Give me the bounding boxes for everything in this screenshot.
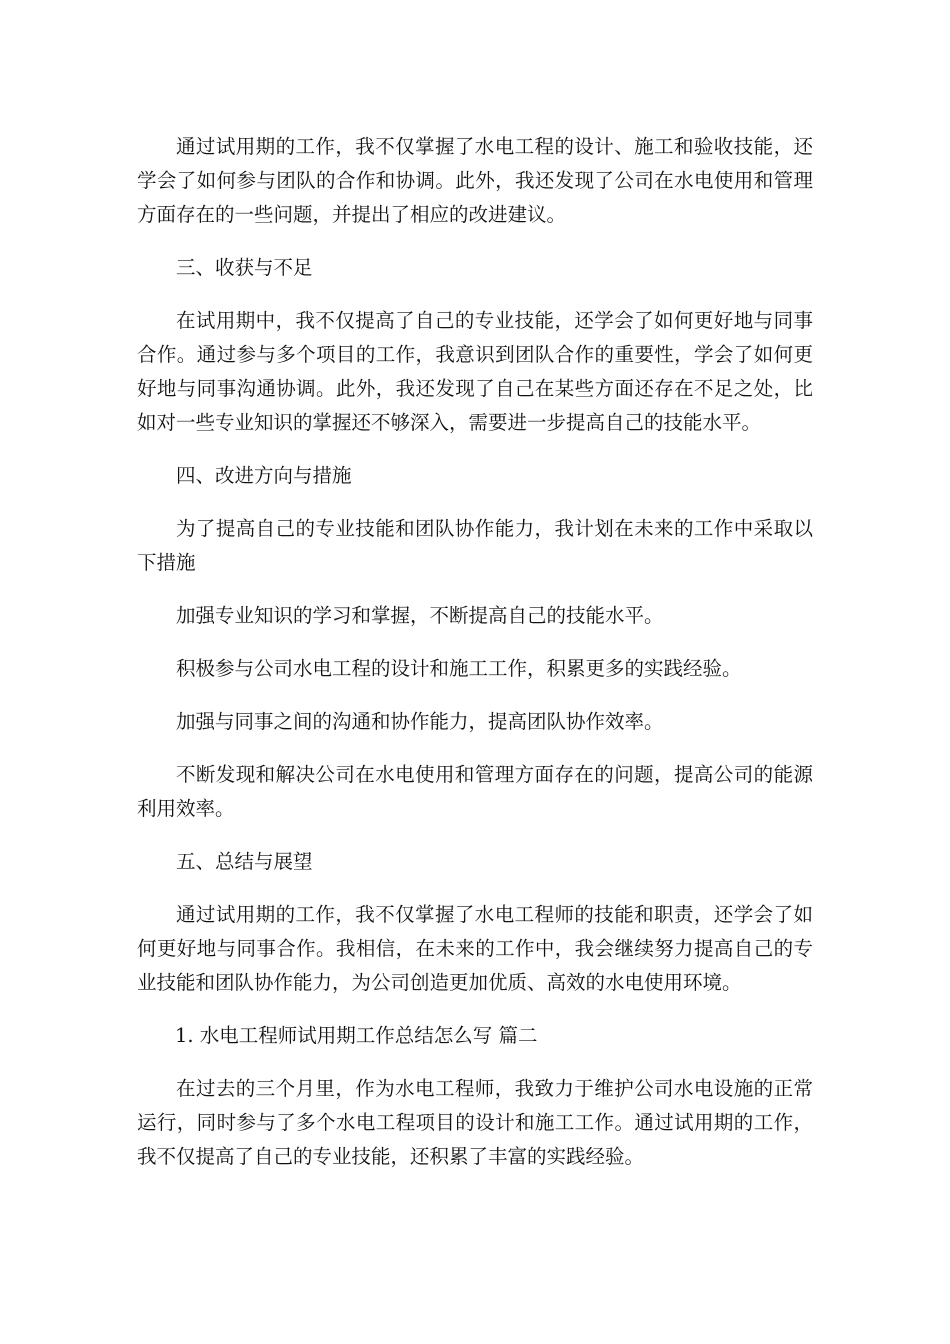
measure-item-3: 加强与同事之间的沟通和协作能力，提高团队协作效率。 <box>176 710 664 733</box>
measure-item-2: 积极参与公司水电工程的设计和施工工作，积累更多的实践经验。 <box>176 657 742 680</box>
measure-item-1: 加强专业知识的学习和掌握，不断提高自己的技能水平。 <box>176 604 664 627</box>
paragraph-gains: 在试用期中，我不仅提高了自己的专业技能，还学会了如何更好地与同事合作。通过参与多个项目的工作，我意识到团队合作的重要性，学会了如何更好地与同事沟通协调。此外，我还发现了自己在某些方面还存在不足之处，比如对一些专业知识的掌握还不够深入，需要进一步提高自己的技能水平。 <box>137 309 813 434</box>
paragraph-summary: 通过试用期的工作，我不仅掌握了水电工程师的技能和职责，还学会了如何更好地与同事合作。我相信，在未来的工作中，我会继续努力提高自己的专业技能和团队协作能力，为公司创造更加优质、高效的水电使用环境。 <box>137 903 813 994</box>
paragraph-work-summary: 通过试用期的工作，我不仅掌握了水电工程的设计、施工和验收技能，还学会了如何参与团队的合作和协调。此外，我还发现了公司在水电使用和管理方面存在的一些问题，并提出了相应的改进建议。 <box>137 135 813 226</box>
paragraph-part-two-intro: 在过去的三个月里，作为水电工程师，我致力于维护公司水电设施的正常运行，同时参与了多个水电工程项目的设计和施工工作。通过试用期的工作，我不仅提高了自己的专业技能，还积累了丰富的实践经验。 <box>137 1077 813 1168</box>
section-heading-summary: 五、总结与展望 <box>176 850 313 873</box>
article-title-part-two: 1. 水电工程师试用期工作总结怎么写 篇二 <box>175 1024 538 1047</box>
paragraph-improvement-intro: 为了提高自己的专业技能和团队协作能力，我计划在未来的工作中采取以下措施 <box>137 517 813 574</box>
section-heading-improvement: 四、改进方向与措施 <box>176 464 352 487</box>
section-heading-gains: 三、收获与不足 <box>176 256 313 279</box>
document-body <box>137 130 813 1193</box>
measure-item-4: 不断发现和解决公司在水电使用和管理方面存在的问题，提高公司的能源利用效率。 <box>137 763 813 820</box>
